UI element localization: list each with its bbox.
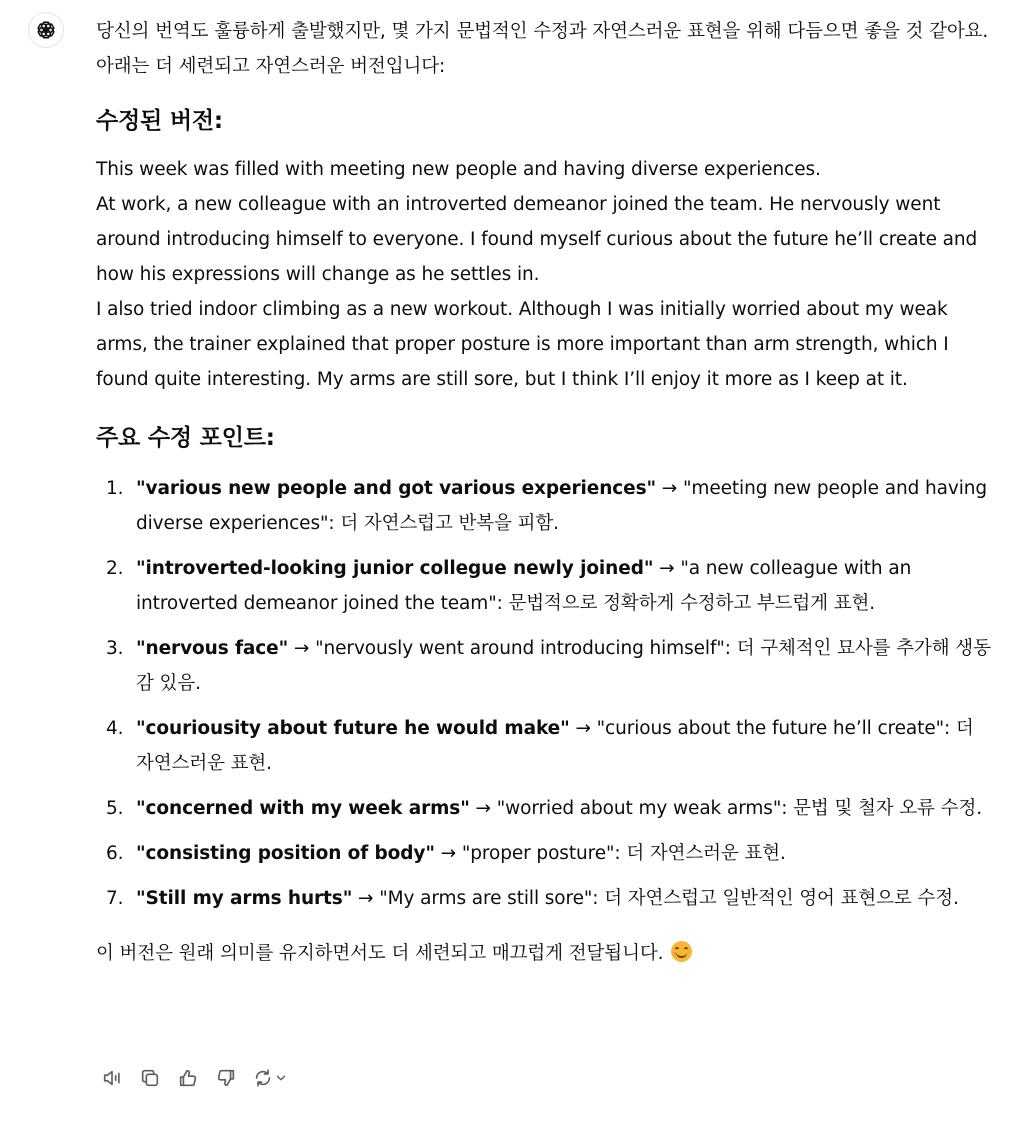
correction-text: → "My arms are still sore": 더 자연스럽고 일반적인 영어 표현으로 수정. [352, 888, 959, 909]
message-actions [96, 1062, 292, 1094]
correction-text: → "curious about the future he’ll create": 더 자연스러운 표현. [136, 718, 974, 774]
list-item [96, 836, 996, 871]
regenerate-button[interactable] [248, 1062, 292, 1094]
item-number: 3. [106, 638, 124, 659]
list-item [96, 881, 996, 916]
closing-text [96, 936, 996, 971]
list-item [96, 791, 996, 826]
original-phrase: "couriousity about future he would make" [136, 718, 570, 739]
correction-text: → "meeting new people and having diverse experiences": 더 자연스럽고 반복을 피함. [136, 478, 988, 534]
correction-text: → "nervously went around introducing himself": 더 구체적인 묘사를 추가해 생동감 있음. [136, 638, 991, 694]
item-number: 2. [106, 558, 124, 579]
good-response-button[interactable] [172, 1062, 204, 1094]
original-phrase: "Still my arms hurts" [136, 888, 353, 909]
copy-button[interactable] [134, 1062, 166, 1094]
regenerate-icon [252, 1067, 274, 1089]
smiling-face-emoji-icon [671, 941, 692, 962]
list-item [96, 711, 996, 781]
revised-text [96, 152, 996, 397]
item-number: 7. [106, 888, 124, 909]
assistant-message [96, 14, 996, 971]
correction-text: → "a new colleague with an introverted demeanor joined the team": 문법적으로 정확하게 수정하고 부드럽게 표현. [136, 558, 912, 614]
revised-paragraph: I also tried indoor climbing as a new workout. Although I was initially worried about my weak arms, the trainer explained that proper posture is more important than arm strength, which I found quite interesting. My arms are still sore, but I think I’ll enjoy it more as I keep at it. [96, 299, 949, 390]
original-phrase: "nervous face" [136, 638, 289, 659]
original-phrase: "concerned with my week arms" [136, 798, 470, 819]
original-phrase: "various new people and got various experiences" [136, 478, 657, 499]
chevron-down-icon [274, 1071, 288, 1085]
item-number: 1. [106, 478, 124, 499]
list-item [96, 471, 996, 541]
original-phrase: "introverted-looking junior collegue newly joined" [136, 558, 654, 579]
revised-paragraph: At work, a new colleague with an introverted demeanor joined the team. He nervously went around introducing himself to everyone. I found myself curious about the future he’ll create and how his expressions will change as he settles in. [96, 194, 978, 285]
revised-version-heading: 수정된 버전: [96, 108, 223, 134]
read-aloud-icon [101, 1067, 123, 1089]
assistant-avatar [28, 12, 64, 48]
correction-text: → "proper posture": 더 자연스러운 표현. [434, 843, 786, 864]
revised-paragraph: This week was filled with meeting new people and having diverse experiences. [96, 159, 821, 180]
correction-text: → "worried about my weak arms": 문법 및 철자 오류 수정. [469, 798, 982, 819]
key-points-list [96, 471, 996, 916]
intro-text: 당신의 번역도 훌륭하게 출발했지만, 몇 가지 문법적인 수정과 자연스러운 표현을 위해 다듬으면 좋을 것 같아요. 아래는 더 세련되고 자연스러운 버전입니다: [96, 21, 989, 77]
list-item [96, 551, 996, 621]
bad-response-button[interactable] [210, 1062, 242, 1094]
item-number: 5. [106, 798, 124, 819]
item-number: 6. [106, 843, 124, 864]
closing-sentence: 이 버전은 원래 의미를 유지하면서도 더 세련되고 매끄럽게 전달됩니다. [96, 943, 670, 964]
original-phrase: "consisting position of body" [136, 843, 435, 864]
read-aloud-button[interactable] [96, 1062, 128, 1094]
item-number: 4. [106, 718, 124, 739]
thumbs-down-icon [215, 1067, 237, 1089]
openai-logo-icon [35, 19, 57, 41]
list-item [96, 631, 996, 701]
copy-icon [139, 1067, 161, 1089]
thumbs-up-icon [177, 1067, 199, 1089]
key-points-heading: 주요 수정 포인트: [96, 425, 275, 451]
